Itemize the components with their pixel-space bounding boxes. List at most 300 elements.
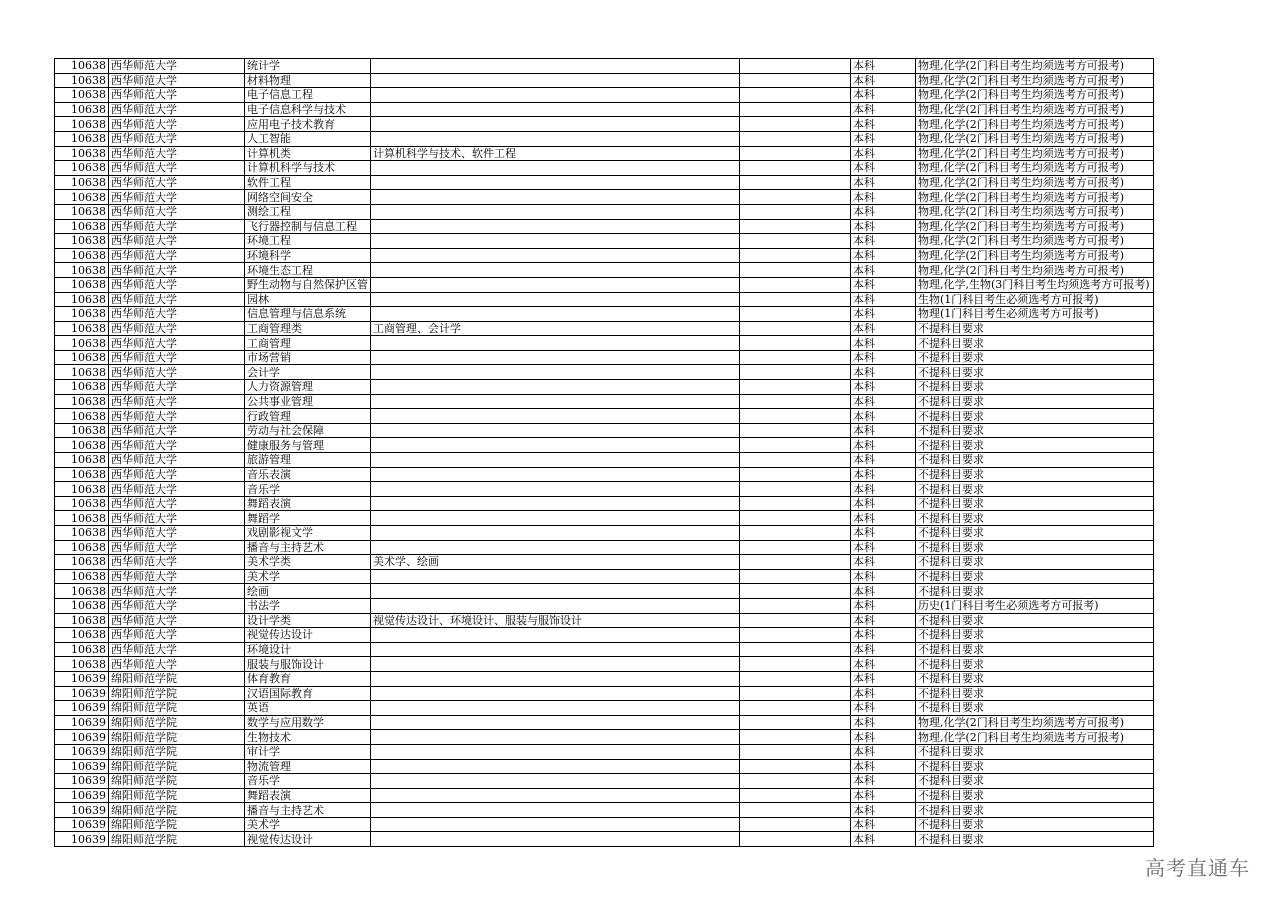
- school-name-cell: 西华师范大学: [109, 365, 245, 380]
- major-name-cell: 电子信息科学与技术: [245, 102, 371, 117]
- level-cell: 本科: [851, 102, 916, 117]
- subject-requirement-cell: 物理,化学(2门科目考生均须选考方可报考): [916, 146, 1154, 161]
- included-majors-cell: [371, 234, 740, 249]
- major-name-cell: 美术学: [245, 817, 371, 832]
- school-code-cell: 10638: [55, 263, 109, 278]
- school-code-cell: 10638: [55, 613, 109, 628]
- school-name-cell: 西华师范大学: [109, 409, 245, 424]
- major-name-cell: 公共事业管理: [245, 394, 371, 409]
- table-row: [55, 204, 1154, 219]
- school-code-cell: 10638: [55, 336, 109, 351]
- school-code-cell: 10639: [55, 759, 109, 774]
- school-name-cell: 西华师范大学: [109, 263, 245, 278]
- school-code-cell: 10638: [55, 190, 109, 205]
- notes-cell: [740, 744, 851, 759]
- level-cell: 本科: [851, 117, 916, 132]
- notes-cell: [740, 73, 851, 88]
- major-name-cell: 视觉传达设计: [245, 628, 371, 643]
- school-code-cell: 10638: [55, 59, 109, 74]
- level-cell: 本科: [851, 190, 916, 205]
- included-majors-cell: [371, 817, 740, 832]
- notes-cell: [740, 817, 851, 832]
- included-majors-cell: [371, 467, 740, 482]
- table-row: [55, 219, 1154, 234]
- school-code-cell: 10639: [55, 701, 109, 716]
- school-code-cell: 10638: [55, 234, 109, 249]
- table-row: [55, 380, 1154, 395]
- school-name-cell: 西华师范大学: [109, 613, 245, 628]
- notes-cell: [740, 511, 851, 526]
- level-cell: 本科: [851, 584, 916, 599]
- level-cell: 本科: [851, 394, 916, 409]
- subject-requirement-cell: 物理,化学(2门科目考生均须选考方可报考): [916, 730, 1154, 745]
- subject-requirement-cell: 物理,化学(2门科目考生均须选考方可报考): [916, 102, 1154, 117]
- school-name-cell: 西华师范大学: [109, 482, 245, 497]
- major-name-cell: 环境设计: [245, 642, 371, 657]
- subject-requirement-cell: 不提科目要求: [916, 438, 1154, 453]
- major-name-cell: 电子信息工程: [245, 88, 371, 103]
- school-name-cell: 绵阳师范学院: [109, 730, 245, 745]
- subject-requirement-cell: 物理,化学(2门科目考生均须选考方可报考): [916, 234, 1154, 249]
- table-row: [55, 701, 1154, 716]
- major-name-cell: 数学与应用数学: [245, 715, 371, 730]
- subject-requirement-cell: 不提科目要求: [916, 774, 1154, 789]
- table-row: [55, 117, 1154, 132]
- level-cell: 本科: [851, 496, 916, 511]
- included-majors-cell: [371, 686, 740, 701]
- table-row: [55, 686, 1154, 701]
- school-name-cell: 西华师范大学: [109, 628, 245, 643]
- school-code-cell: 10638: [55, 511, 109, 526]
- school-code-cell: 10638: [55, 350, 109, 365]
- school-code-cell: 10639: [55, 686, 109, 701]
- admission-requirements-table: [54, 58, 1154, 847]
- school-name-cell: 西华师范大学: [109, 496, 245, 511]
- subject-requirement-cell: 物理,化学(2门科目考生均须选考方可报考): [916, 131, 1154, 146]
- table-row: [55, 307, 1154, 322]
- school-name-cell: 西华师范大学: [109, 277, 245, 292]
- level-cell: 本科: [851, 365, 916, 380]
- table-row: [55, 569, 1154, 584]
- school-name-cell: 西华师范大学: [109, 88, 245, 103]
- subject-requirement-cell: 不提科目要求: [916, 657, 1154, 672]
- subject-requirement-cell: 不提科目要求: [916, 423, 1154, 438]
- level-cell: 本科: [851, 628, 916, 643]
- subject-requirement-cell: 物理,化学(2门科目考生均须选考方可报考): [916, 263, 1154, 278]
- notes-cell: [740, 788, 851, 803]
- table-row: [55, 657, 1154, 672]
- school-name-cell: 西华师范大学: [109, 73, 245, 88]
- school-code-cell: 10638: [55, 146, 109, 161]
- notes-cell: [740, 730, 851, 745]
- table-row: [55, 511, 1154, 526]
- table-row: [55, 496, 1154, 511]
- school-code-cell: 10638: [55, 657, 109, 672]
- notes-cell: [740, 832, 851, 847]
- school-code-cell: 10638: [55, 117, 109, 132]
- school-code-cell: 10639: [55, 671, 109, 686]
- table-row: [55, 613, 1154, 628]
- level-cell: 本科: [851, 613, 916, 628]
- subject-requirement-cell: 历史(1门科目考生必须选考方可报考): [916, 598, 1154, 613]
- table-row: [55, 248, 1154, 263]
- school-code-cell: 10638: [55, 248, 109, 263]
- level-cell: 本科: [851, 657, 916, 672]
- subject-requirement-cell: 物理,化学(2门科目考生均须选考方可报考): [916, 219, 1154, 234]
- included-majors-cell: [371, 803, 740, 818]
- subject-requirement-cell: 不提科目要求: [916, 321, 1154, 336]
- table-row: [55, 423, 1154, 438]
- included-majors-cell: [371, 496, 740, 511]
- level-cell: 本科: [851, 482, 916, 497]
- school-name-cell: 西华师范大学: [109, 248, 245, 263]
- level-cell: 本科: [851, 336, 916, 351]
- table-row: [55, 161, 1154, 176]
- major-name-cell: 物流管理: [245, 759, 371, 774]
- level-cell: 本科: [851, 467, 916, 482]
- included-majors-cell: [371, 59, 740, 74]
- table-row: [55, 438, 1154, 453]
- school-name-cell: 西华师范大学: [109, 190, 245, 205]
- subject-requirement-cell: 物理,化学(2门科目考生均须选考方可报考): [916, 59, 1154, 74]
- major-name-cell: 园林: [245, 292, 371, 307]
- included-majors-cell: [371, 307, 740, 322]
- major-name-cell: 测绘工程: [245, 204, 371, 219]
- major-name-cell: 音乐学: [245, 774, 371, 789]
- included-majors-cell: [371, 380, 740, 395]
- subject-requirement-cell: 物理,化学(2门科目考生均须选考方可报考): [916, 715, 1154, 730]
- notes-cell: [740, 88, 851, 103]
- major-name-cell: 音乐学: [245, 482, 371, 497]
- subject-requirement-cell: 不提科目要求: [916, 803, 1154, 818]
- included-majors-cell: [371, 642, 740, 657]
- level-cell: 本科: [851, 88, 916, 103]
- major-name-cell: 戏剧影视文学: [245, 526, 371, 541]
- table-row: [55, 190, 1154, 205]
- table-row: [55, 540, 1154, 555]
- table-row: [55, 59, 1154, 74]
- subject-requirement-cell: 物理,化学(2门科目考生均须选考方可报考): [916, 204, 1154, 219]
- table-row: [55, 350, 1154, 365]
- notes-cell: [740, 219, 851, 234]
- school-code-cell: 10638: [55, 73, 109, 88]
- notes-cell: [740, 613, 851, 628]
- included-majors-cell: [371, 117, 740, 132]
- major-name-cell: 飞行器控制与信息工程: [245, 219, 371, 234]
- level-cell: 本科: [851, 438, 916, 453]
- notes-cell: [740, 686, 851, 701]
- table-row: [55, 292, 1154, 307]
- level-cell: 本科: [851, 453, 916, 468]
- school-name-cell: 西华师范大学: [109, 511, 245, 526]
- subject-requirement-cell: 不提科目要求: [916, 496, 1154, 511]
- level-cell: 本科: [851, 423, 916, 438]
- included-majors-cell: [371, 759, 740, 774]
- school-code-cell: 10638: [55, 555, 109, 570]
- included-majors-cell: [371, 511, 740, 526]
- level-cell: 本科: [851, 248, 916, 263]
- table-row: [55, 263, 1154, 278]
- notes-cell: [740, 642, 851, 657]
- included-majors-cell: [371, 482, 740, 497]
- school-name-cell: 西华师范大学: [109, 438, 245, 453]
- notes-cell: [740, 146, 851, 161]
- included-majors-cell: [371, 277, 740, 292]
- major-name-cell: 汉语国际教育: [245, 686, 371, 701]
- table-row: [55, 817, 1154, 832]
- subject-requirement-cell: 不提科目要求: [916, 526, 1154, 541]
- school-name-cell: 西华师范大学: [109, 584, 245, 599]
- level-cell: 本科: [851, 817, 916, 832]
- subject-requirement-cell: 不提科目要求: [916, 817, 1154, 832]
- school-code-cell: 10638: [55, 219, 109, 234]
- subject-requirement-cell: 不提科目要求: [916, 584, 1154, 599]
- subject-requirement-cell: 不提科目要求: [916, 482, 1154, 497]
- major-name-cell: 美术学: [245, 569, 371, 584]
- included-majors-cell: [371, 788, 740, 803]
- notes-cell: [740, 482, 851, 497]
- notes-cell: [740, 555, 851, 570]
- school-code-cell: 10638: [55, 88, 109, 103]
- included-majors-cell: [371, 423, 740, 438]
- notes-cell: [740, 423, 851, 438]
- notes-cell: [740, 438, 851, 453]
- table-row: [55, 774, 1154, 789]
- included-majors-cell: [371, 161, 740, 176]
- notes-cell: [740, 715, 851, 730]
- school-code-cell: 10639: [55, 788, 109, 803]
- school-name-cell: 西华师范大学: [109, 219, 245, 234]
- table-row: [55, 715, 1154, 730]
- level-cell: 本科: [851, 409, 916, 424]
- included-majors-cell: [371, 88, 740, 103]
- notes-cell: [740, 657, 851, 672]
- school-code-cell: 10638: [55, 526, 109, 541]
- school-code-cell: 10638: [55, 380, 109, 395]
- school-name-cell: 西华师范大学: [109, 161, 245, 176]
- notes-cell: [740, 569, 851, 584]
- school-code-cell: 10638: [55, 321, 109, 336]
- subject-requirement-cell: 不提科目要求: [916, 686, 1154, 701]
- level-cell: 本科: [851, 759, 916, 774]
- level-cell: 本科: [851, 715, 916, 730]
- notes-cell: [740, 131, 851, 146]
- major-name-cell: 舞蹈表演: [245, 496, 371, 511]
- major-name-cell: 服装与服饰设计: [245, 657, 371, 672]
- included-majors-cell: [371, 409, 740, 424]
- table-body: [55, 59, 1154, 847]
- included-majors-cell: [371, 584, 740, 599]
- table-row: [55, 467, 1154, 482]
- major-name-cell: 舞蹈表演: [245, 788, 371, 803]
- school-name-cell: 西华师范大学: [109, 59, 245, 74]
- included-majors-cell: [371, 131, 740, 146]
- notes-cell: [740, 204, 851, 219]
- included-majors-cell: [371, 219, 740, 234]
- subject-requirement-cell: 不提科目要求: [916, 380, 1154, 395]
- table-row: [55, 832, 1154, 847]
- level-cell: 本科: [851, 803, 916, 818]
- school-code-cell: 10639: [55, 715, 109, 730]
- major-name-cell: 工商管理类: [245, 321, 371, 336]
- subject-requirement-cell: 物理,化学(2门科目考生均须选考方可报考): [916, 190, 1154, 205]
- subject-requirement-cell: 不提科目要求: [916, 555, 1154, 570]
- school-name-cell: 绵阳师范学院: [109, 715, 245, 730]
- level-cell: 本科: [851, 832, 916, 847]
- notes-cell: [740, 190, 851, 205]
- subject-requirement-cell: 不提科目要求: [916, 744, 1154, 759]
- notes-cell: [740, 540, 851, 555]
- level-cell: 本科: [851, 511, 916, 526]
- included-majors-cell: [371, 365, 740, 380]
- subject-requirement-cell: 不提科目要求: [916, 671, 1154, 686]
- included-majors-cell: [371, 350, 740, 365]
- subject-requirement-cell: 不提科目要求: [916, 409, 1154, 424]
- major-name-cell: 健康服务与管理: [245, 438, 371, 453]
- table-row: [55, 321, 1154, 336]
- table-row: [55, 598, 1154, 613]
- included-majors-cell: [371, 263, 740, 278]
- school-code-cell: 10638: [55, 642, 109, 657]
- major-name-cell: 计算机科学与技术: [245, 161, 371, 176]
- major-name-cell: 人力资源管理: [245, 380, 371, 395]
- included-majors-cell: 工商管理、会计学: [371, 321, 740, 336]
- level-cell: 本科: [851, 161, 916, 176]
- notes-cell: [740, 234, 851, 249]
- major-name-cell: 旅游管理: [245, 453, 371, 468]
- notes-cell: [740, 161, 851, 176]
- school-name-cell: 西华师范大学: [109, 555, 245, 570]
- notes-cell: [740, 321, 851, 336]
- notes-cell: [740, 102, 851, 117]
- school-name-cell: 绵阳师范学院: [109, 701, 245, 716]
- notes-cell: [740, 263, 851, 278]
- major-name-cell: 审计学: [245, 744, 371, 759]
- included-majors-cell: [371, 526, 740, 541]
- table-row: [55, 803, 1154, 818]
- school-name-cell: 绵阳师范学院: [109, 774, 245, 789]
- school-name-cell: 西华师范大学: [109, 234, 245, 249]
- level-cell: 本科: [851, 321, 916, 336]
- notes-cell: [740, 394, 851, 409]
- school-name-cell: 西华师范大学: [109, 642, 245, 657]
- school-code-cell: 10638: [55, 423, 109, 438]
- school-code-cell: 10638: [55, 569, 109, 584]
- major-name-cell: 应用电子技术教育: [245, 117, 371, 132]
- level-cell: 本科: [851, 774, 916, 789]
- level-cell: 本科: [851, 671, 916, 686]
- subject-requirement-cell: 不提科目要求: [916, 759, 1154, 774]
- school-name-cell: 西华师范大学: [109, 307, 245, 322]
- subject-requirement-cell: 物理,化学,生物(3门科目考生均须选考方可报考): [916, 277, 1154, 292]
- table-row: [55, 671, 1154, 686]
- school-code-cell: 10638: [55, 409, 109, 424]
- major-name-cell: 体育教育: [245, 671, 371, 686]
- school-name-cell: 绵阳师范学院: [109, 788, 245, 803]
- notes-cell: [740, 380, 851, 395]
- school-name-cell: 西华师范大学: [109, 321, 245, 336]
- included-majors-cell: 视觉传达设计、环境设计、服装与服饰设计: [371, 613, 740, 628]
- table-row: [55, 788, 1154, 803]
- subject-requirement-cell: 物理,化学(2门科目考生均须选考方可报考): [916, 161, 1154, 176]
- school-code-cell: 10638: [55, 292, 109, 307]
- table-row: [55, 409, 1154, 424]
- included-majors-cell: [371, 715, 740, 730]
- table-row: [55, 526, 1154, 541]
- included-majors-cell: [371, 774, 740, 789]
- level-cell: 本科: [851, 598, 916, 613]
- notes-cell: [740, 307, 851, 322]
- included-majors-cell: [371, 540, 740, 555]
- level-cell: 本科: [851, 642, 916, 657]
- table-row: [55, 234, 1154, 249]
- table-row: [55, 131, 1154, 146]
- notes-cell: [740, 248, 851, 263]
- school-name-cell: 绵阳师范学院: [109, 744, 245, 759]
- subject-requirement-cell: 物理,化学(2门科目考生均须选考方可报考): [916, 175, 1154, 190]
- level-cell: 本科: [851, 744, 916, 759]
- subject-requirement-cell: 物理(1门科目考生必须选考方可报考): [916, 307, 1154, 322]
- level-cell: 本科: [851, 540, 916, 555]
- notes-cell: [740, 409, 851, 424]
- included-majors-cell: [371, 569, 740, 584]
- level-cell: 本科: [851, 730, 916, 745]
- notes-cell: [740, 526, 851, 541]
- level-cell: 本科: [851, 307, 916, 322]
- notes-cell: [740, 496, 851, 511]
- level-cell: 本科: [851, 526, 916, 541]
- school-name-cell: 西华师范大学: [109, 131, 245, 146]
- school-name-cell: 西华师范大学: [109, 292, 245, 307]
- table-row: [55, 642, 1154, 657]
- school-code-cell: 10638: [55, 482, 109, 497]
- school-name-cell: 西华师范大学: [109, 569, 245, 584]
- subject-requirement-cell: 物理,化学(2门科目考生均须选考方可报考): [916, 88, 1154, 103]
- major-name-cell: 书法学: [245, 598, 371, 613]
- level-cell: 本科: [851, 131, 916, 146]
- notes-cell: [740, 774, 851, 789]
- major-name-cell: 会计学: [245, 365, 371, 380]
- table-row: [55, 146, 1154, 161]
- school-code-cell: 10638: [55, 175, 109, 190]
- major-name-cell: 美术学类: [245, 555, 371, 570]
- major-name-cell: 材料物理: [245, 73, 371, 88]
- subject-requirement-cell: 不提科目要求: [916, 365, 1154, 380]
- table-row: [55, 744, 1154, 759]
- school-name-cell: 西华师范大学: [109, 526, 245, 541]
- school-code-cell: 10638: [55, 161, 109, 176]
- major-name-cell: 野生动物与自然保护区管: [245, 277, 371, 292]
- included-majors-cell: [371, 73, 740, 88]
- notes-cell: [740, 671, 851, 686]
- school-code-cell: 10639: [55, 730, 109, 745]
- subject-requirement-cell: 不提科目要求: [916, 628, 1154, 643]
- notes-cell: [740, 759, 851, 774]
- school-name-cell: 西华师范大学: [109, 453, 245, 468]
- notes-cell: [740, 701, 851, 716]
- notes-cell: [740, 59, 851, 74]
- major-name-cell: 人工智能: [245, 131, 371, 146]
- subject-requirement-cell: 物理,化学(2门科目考生均须选考方可报考): [916, 73, 1154, 88]
- school-name-cell: 绵阳师范学院: [109, 803, 245, 818]
- school-code-cell: 10638: [55, 496, 109, 511]
- major-name-cell: 环境工程: [245, 234, 371, 249]
- school-name-cell: 西华师范大学: [109, 423, 245, 438]
- school-code-cell: 10638: [55, 540, 109, 555]
- subject-requirement-cell: 生物(1门科目考生必须选考方可报考): [916, 292, 1154, 307]
- school-name-cell: 绵阳师范学院: [109, 759, 245, 774]
- level-cell: 本科: [851, 59, 916, 74]
